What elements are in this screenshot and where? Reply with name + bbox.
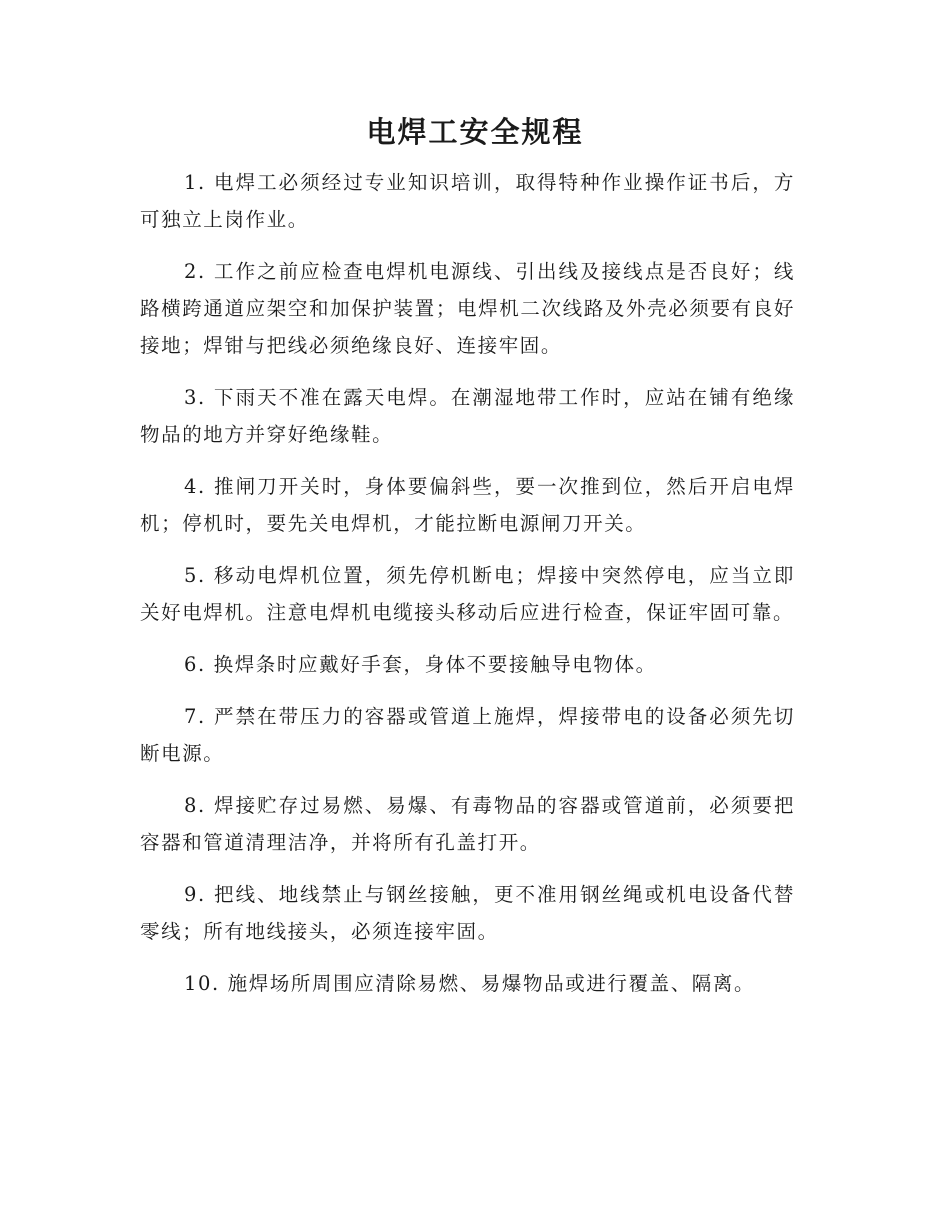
rule-paragraph-1: 1. 电焊工必须经过专业知识培训，取得特种作业操作证书后，方可独立上岗作业。 <box>140 171 795 231</box>
document-title: 电焊工安全规程 <box>366 115 584 149</box>
rule-paragraph-2: 2. 工作之前应检查电焊机电源线、引出线及接线点是否良好；线路横跨通道应架空和加保护装置；电焊机二次线路及外壳必须要有良好接地；焊钳与把线必须绝缘良好、连接牢固。 <box>140 260 795 357</box>
rule-paragraph-6: 6. 换焊条时应戴好手套，身体不要接触导电物体。 <box>184 653 657 676</box>
rule-paragraph-7: 7. 严禁在带压力的容器或管道上施焊，焊接带电的设备必须先切断电源。 <box>140 705 795 765</box>
rule-paragraph-3: 3. 下雨天不准在露天电焊。在潮湿地带工作时，应站在铺有绝缘物品的地方并穿好绝缘鞋。 <box>140 386 795 446</box>
rule-paragraph-4: 4. 推闸刀开关时，身体要偏斜些，要一次推到位，然后开启电焊机；停机时，要先关电焊机，才能拉断电源闸刀开关。 <box>140 475 795 535</box>
rule-paragraph-5: 5. 移动电焊机位置，须先停机断电；焊接中突然停电，应当立即关好电焊机。注意电焊机电缆接头移动后应进行检查，保证牢固可靠。 <box>140 564 795 624</box>
rule-paragraph-10: 10. 施焊场所周围应清除易燃、易爆物品或进行覆盖、隔离。 <box>184 972 756 995</box>
rule-paragraph-8: 8. 焊接贮存过易燃、易爆、有毒物品的容器或管道前，必须要把容器和管道清理洁净，并将所有孔盖打开。 <box>140 794 795 854</box>
rule-paragraph-9: 9. 把线、地线禁止与钢丝接触，更不准用钢丝绳或机电设备代替零线；所有地线接头，必须连接牢固。 <box>140 883 795 943</box>
document-body <box>140 164 795 1017</box>
